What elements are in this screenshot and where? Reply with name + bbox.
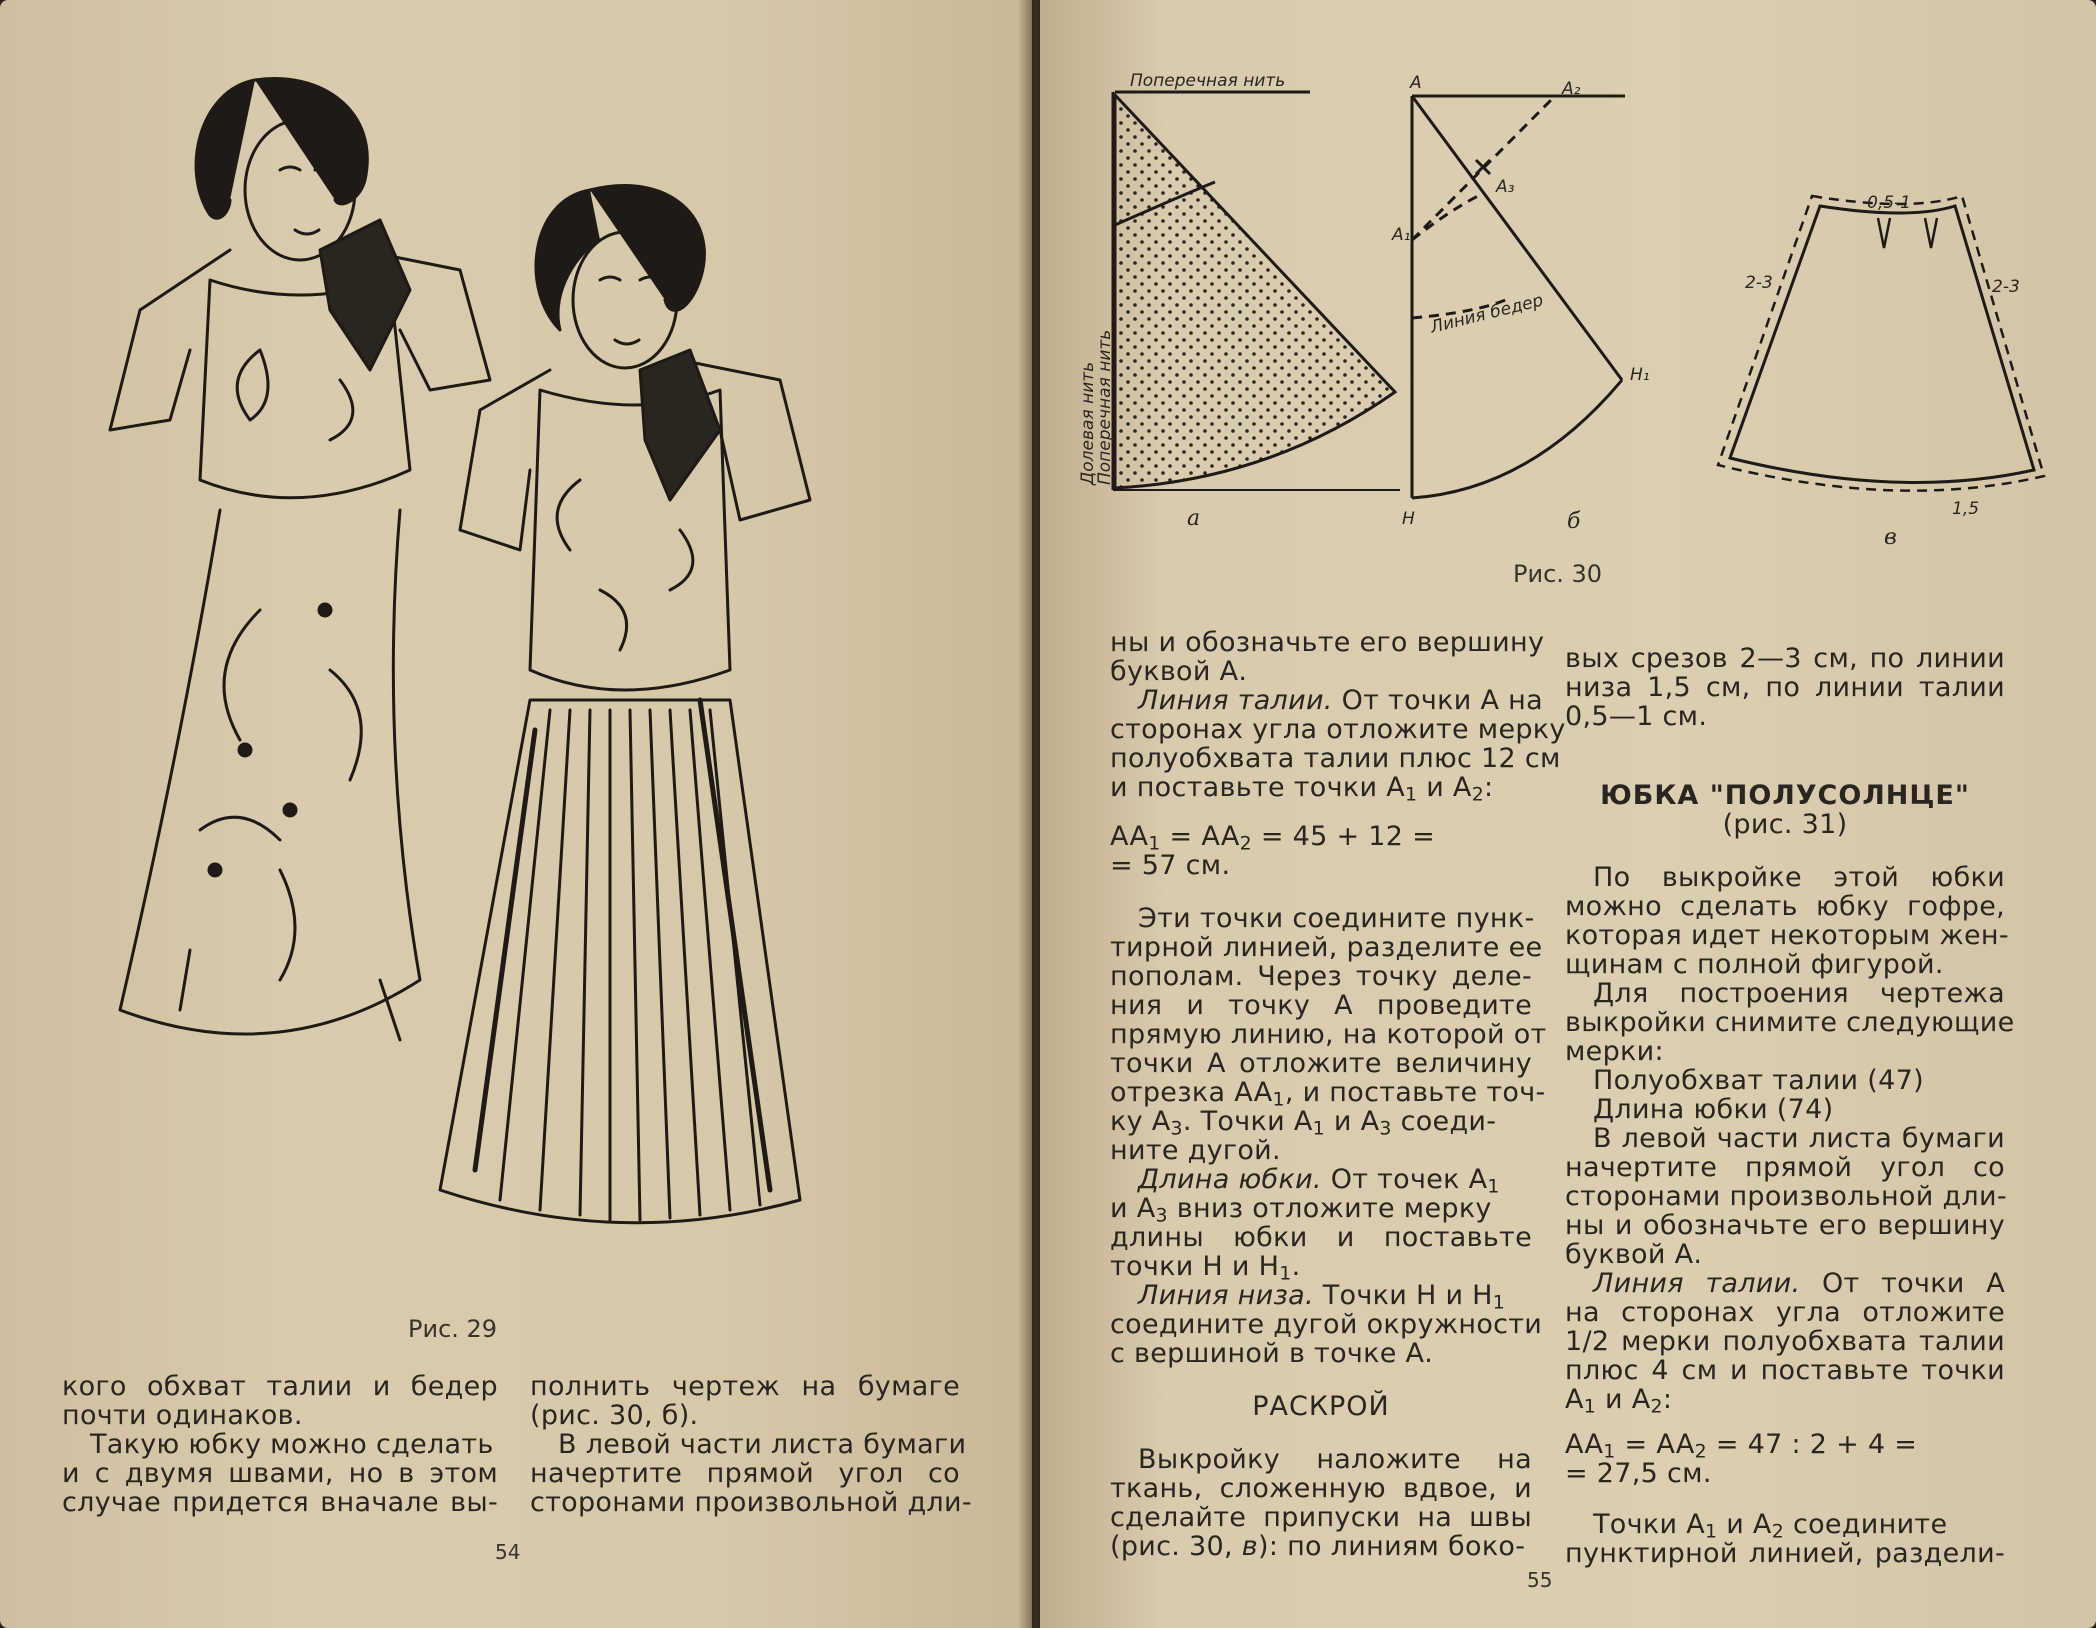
text-line bbox=[1110, 685, 1543, 716]
sublabel-c: в bbox=[1884, 525, 1897, 550]
text-line bbox=[1110, 1251, 1532, 1285]
text-line: сторонах угла отложите мерку bbox=[1110, 714, 1566, 745]
label-H1: H₁ bbox=[1630, 365, 1650, 385]
label-transverse-thread: Поперечная нить bbox=[1130, 71, 1286, 91]
text-line: соедините дугой окружности bbox=[1110, 1309, 1543, 1340]
text-line bbox=[1565, 1384, 2005, 1418]
text-line: низа 1,5 см, по линии талии bbox=[1565, 672, 2005, 703]
figure-29-caption: Рис. 29 bbox=[408, 1315, 498, 1343]
skirt-pattern-diagram bbox=[1040, 0, 2096, 560]
text-line: кого обхват талии и бедер bbox=[62, 1371, 498, 1402]
text-line: В левой части листа бумаги bbox=[1593, 1123, 2005, 1154]
text-fragment: = AA bbox=[1624, 1429, 1695, 1460]
text-fragment: и A bbox=[1426, 772, 1472, 803]
text-line: начертите прямой угол со bbox=[1565, 1152, 2005, 1183]
text-line: сторонами произвольной дли- bbox=[530, 1487, 972, 1518]
text-line: (рис. 30, б). bbox=[530, 1400, 699, 1431]
fashion-illustration bbox=[80, 50, 980, 1360]
subscript: 2 bbox=[1650, 1395, 1663, 1418]
text-line: буквой А. bbox=[1565, 1239, 1703, 1270]
text-line: щинам с полной фигурой. bbox=[1565, 949, 1944, 980]
subscript: 1 bbox=[1148, 832, 1161, 855]
diagram-a bbox=[1078, 71, 1400, 531]
text-line: В левой части листа бумаги bbox=[558, 1429, 967, 1460]
heading-half-sun-skirt: ЮБКА "ПОЛУСОЛНЦЕ" bbox=[1600, 780, 1970, 811]
text-fragment: AA bbox=[1110, 821, 1149, 852]
text-line: 1/2 мерки полуобхвата талии bbox=[1565, 1326, 2005, 1357]
label-A: A bbox=[1410, 73, 1422, 93]
measure-item: Длина юбки (74) bbox=[1593, 1094, 1834, 1125]
text-line: и с двумя швами, но в этом bbox=[62, 1458, 498, 1489]
label-left-allowance: 2-3 bbox=[1745, 273, 1773, 293]
text-line bbox=[1110, 1280, 1532, 1314]
text-line: тирной линией, разделите ее bbox=[1110, 932, 1543, 963]
text-line bbox=[1565, 1509, 2005, 1543]
subscript: 2 bbox=[1471, 783, 1485, 806]
text-line: ны и обозначьте его вершину bbox=[1110, 627, 1545, 658]
text-line: 0,5—1 см. bbox=[1565, 701, 1708, 732]
woman-right-figure bbox=[440, 186, 810, 1223]
text-line: точки А отложите величину bbox=[1110, 1048, 1532, 1079]
text-fragment: соеди- bbox=[1400, 1106, 1497, 1137]
text-line: можно сделать юбку гофре, bbox=[1565, 891, 2005, 922]
woman-left-figure bbox=[110, 78, 490, 1040]
label-right-allowance: 2-3 bbox=[1992, 277, 2020, 297]
right-page bbox=[1040, 0, 2096, 1628]
label-A3: A₃ bbox=[1496, 177, 1515, 197]
term-skirt-length: Длина юбки. bbox=[1138, 1164, 1322, 1195]
text-fragment: (рис. 30, bbox=[1110, 1531, 1233, 1562]
text-line bbox=[1110, 1106, 1532, 1140]
text-fragment: отрезка AA bbox=[1110, 1077, 1273, 1108]
text-line: на сторонах угла отложите bbox=[1565, 1297, 2005, 1328]
text-line bbox=[1110, 1164, 1532, 1198]
subscript: 1 bbox=[1279, 1262, 1292, 1285]
diagram-c bbox=[1718, 193, 2044, 550]
text-line bbox=[1110, 772, 1532, 806]
text-line bbox=[1565, 1269, 2005, 1298]
text-line bbox=[1110, 1077, 1546, 1111]
heading-figure-ref: (рис. 31) bbox=[1722, 809, 1848, 840]
text-fragment: A bbox=[1565, 1384, 1584, 1415]
text-line: ния и точку А проведите bbox=[1110, 990, 1532, 1021]
text-line: ны и обозначьте его вершину bbox=[1565, 1210, 2005, 1241]
sublabel-b: б bbox=[1567, 509, 1581, 534]
italic-fragment: в bbox=[1241, 1531, 1258, 1562]
subscript: 3 bbox=[1155, 1204, 1168, 1227]
subscript: 1 bbox=[1603, 1440, 1616, 1463]
text-line: почти одинаков. bbox=[62, 1400, 303, 1431]
text-fragment: = 45 + 12 = bbox=[1260, 821, 1436, 852]
text-line: пунктирной линией, раздели- bbox=[1565, 1538, 2005, 1569]
term-hem-line: Линия низа. bbox=[1138, 1280, 1314, 1311]
text-fragment: точки H и H bbox=[1110, 1251, 1280, 1282]
right-column-1 bbox=[1110, 627, 1566, 1562]
text-fragment: От точек A bbox=[1330, 1164, 1488, 1195]
label-H: H bbox=[1402, 509, 1415, 529]
text-line: случае придется вначале вы- bbox=[62, 1487, 498, 1518]
subscript: 2 bbox=[1694, 1440, 1707, 1463]
subscript: 3 bbox=[1170, 1117, 1183, 1140]
text-line: плюс 4 см и поставьте точки bbox=[1565, 1355, 2005, 1386]
figure-30-caption: Рис. 30 bbox=[1513, 560, 1603, 588]
term-waist-line-2: Линия талии. bbox=[1593, 1268, 1801, 1299]
text-line: с вершиной в точке А. bbox=[1110, 1338, 1434, 1369]
text-fragment: вниз отложите мерку bbox=[1176, 1193, 1492, 1224]
text-fragment: AA bbox=[1565, 1429, 1604, 1460]
text-line: Для построения чертежа bbox=[1593, 978, 2005, 1009]
text-line: мерки: bbox=[1565, 1036, 1664, 1067]
text-line: пополам. Через точку деле- bbox=[1110, 961, 1532, 992]
formula-line: = 27,5 см. bbox=[1565, 1458, 1712, 1489]
text-fragment: ку A bbox=[1110, 1106, 1171, 1137]
text-fragment: От точки А на bbox=[1341, 685, 1543, 716]
page-number-right: 55 bbox=[1527, 1568, 1553, 1592]
left-column-1 bbox=[62, 1372, 498, 1517]
label-A1: A₁ bbox=[1392, 225, 1411, 245]
text-fragment: соедините bbox=[1792, 1509, 1948, 1540]
text-line: сделайте припуски на швы bbox=[1110, 1502, 1532, 1533]
diagram-b bbox=[1391, 73, 1650, 534]
text-line: вых срезов 2—3 см, по линии bbox=[1565, 643, 2005, 674]
text-fragment: и поставьте точки A bbox=[1110, 772, 1405, 803]
text-line bbox=[1110, 1532, 1532, 1561]
subscript: 1 bbox=[1704, 1520, 1718, 1543]
heading-cutting: РАСКРОЙ bbox=[1252, 1391, 1390, 1422]
subscript: 2 bbox=[1239, 832, 1252, 855]
subscript: 1 bbox=[1272, 1088, 1285, 1111]
text-fragment: , и поставьте точ- bbox=[1284, 1077, 1546, 1108]
text-line: Такую юбку можно сделать bbox=[90, 1429, 494, 1460]
left-page bbox=[0, 0, 1032, 1628]
page-number-left: 54 bbox=[495, 1540, 521, 1564]
label-top-allowance: 0,5-1 bbox=[1867, 193, 1911, 213]
text-fragment: Точки A bbox=[1593, 1509, 1705, 1540]
formula-line bbox=[1565, 1429, 2005, 1463]
text-line: По выкройке этой юбки bbox=[1593, 862, 2005, 893]
text-fragment: От точки А bbox=[1821, 1268, 2005, 1299]
right-column-2 bbox=[1565, 643, 2015, 1569]
measure-item: Полуобхват талии (47) bbox=[1593, 1065, 1924, 1096]
label-bottom-allowance: 1,5 bbox=[1952, 499, 1980, 519]
text-line: сторонами произвольной дли- bbox=[1565, 1181, 2007, 1212]
formula-line bbox=[1110, 821, 1532, 855]
text-line: длины юбки и поставьте bbox=[1110, 1222, 1532, 1253]
left-column-2 bbox=[530, 1371, 972, 1518]
text-line: прямую линию, на которой от bbox=[1110, 1019, 1547, 1050]
text-fragment: . Точки A bbox=[1182, 1106, 1313, 1137]
text-line: полнить чертеж на бумаге bbox=[530, 1371, 960, 1402]
text-line: ните дугой. bbox=[1110, 1135, 1281, 1166]
formula-line: = 57 см. bbox=[1110, 850, 1231, 881]
subscript: 1 bbox=[1404, 783, 1418, 806]
text-line: Выкройку наложите на bbox=[1138, 1444, 1532, 1475]
term-waist-line: Линия талии. bbox=[1138, 685, 1333, 716]
text-fragment: ): по линиям боко- bbox=[1257, 1531, 1526, 1562]
text-fragment: . bbox=[1291, 1251, 1301, 1282]
text-fragment: : bbox=[1662, 1384, 1673, 1415]
text-fragment: Точки H и H bbox=[1322, 1280, 1493, 1311]
text-line: полуобхвата талии плюс 12 см bbox=[1110, 743, 1561, 774]
label-A2: A₂ bbox=[1562, 79, 1581, 99]
text-line: начертите прямой угол со bbox=[530, 1458, 960, 1489]
subscript: 3 bbox=[1379, 1117, 1392, 1140]
label-transverse-vertical: Поперечная нить bbox=[1095, 329, 1115, 485]
label-longitudinal-thread: Долевая нить bbox=[1078, 361, 1098, 485]
text-fragment: = 47 : 2 + 4 = bbox=[1715, 1429, 1918, 1460]
subscript: 1 bbox=[1312, 1117, 1325, 1140]
text-line: которая идет некоторым жен- bbox=[1565, 920, 2009, 951]
text-line: буквой А. bbox=[1110, 656, 1248, 687]
label-hip-line: Линия бедер bbox=[1428, 290, 1546, 338]
subscript: 1 bbox=[1487, 1175, 1500, 1198]
text-line bbox=[1110, 1193, 1532, 1227]
text-line: Эти точки соедините пунк- bbox=[1138, 903, 1535, 934]
text-line: ткань, сложенную вдвое, и bbox=[1110, 1473, 1532, 1504]
text-fragment: и A bbox=[1333, 1106, 1380, 1137]
text-fragment: : bbox=[1484, 772, 1494, 803]
subscript: 1 bbox=[1583, 1395, 1597, 1418]
text-fragment: и A bbox=[1726, 1509, 1772, 1540]
text-fragment: и A bbox=[1605, 1384, 1651, 1415]
text-fragment: = AA bbox=[1169, 821, 1240, 852]
text-fragment: и A bbox=[1110, 1193, 1156, 1224]
subscript: 2 bbox=[1771, 1520, 1785, 1543]
sublabel-a: а bbox=[1187, 506, 1201, 531]
subscript: 1 bbox=[1492, 1291, 1506, 1314]
text-line: выкройки снимите следующие bbox=[1565, 1007, 2015, 1038]
